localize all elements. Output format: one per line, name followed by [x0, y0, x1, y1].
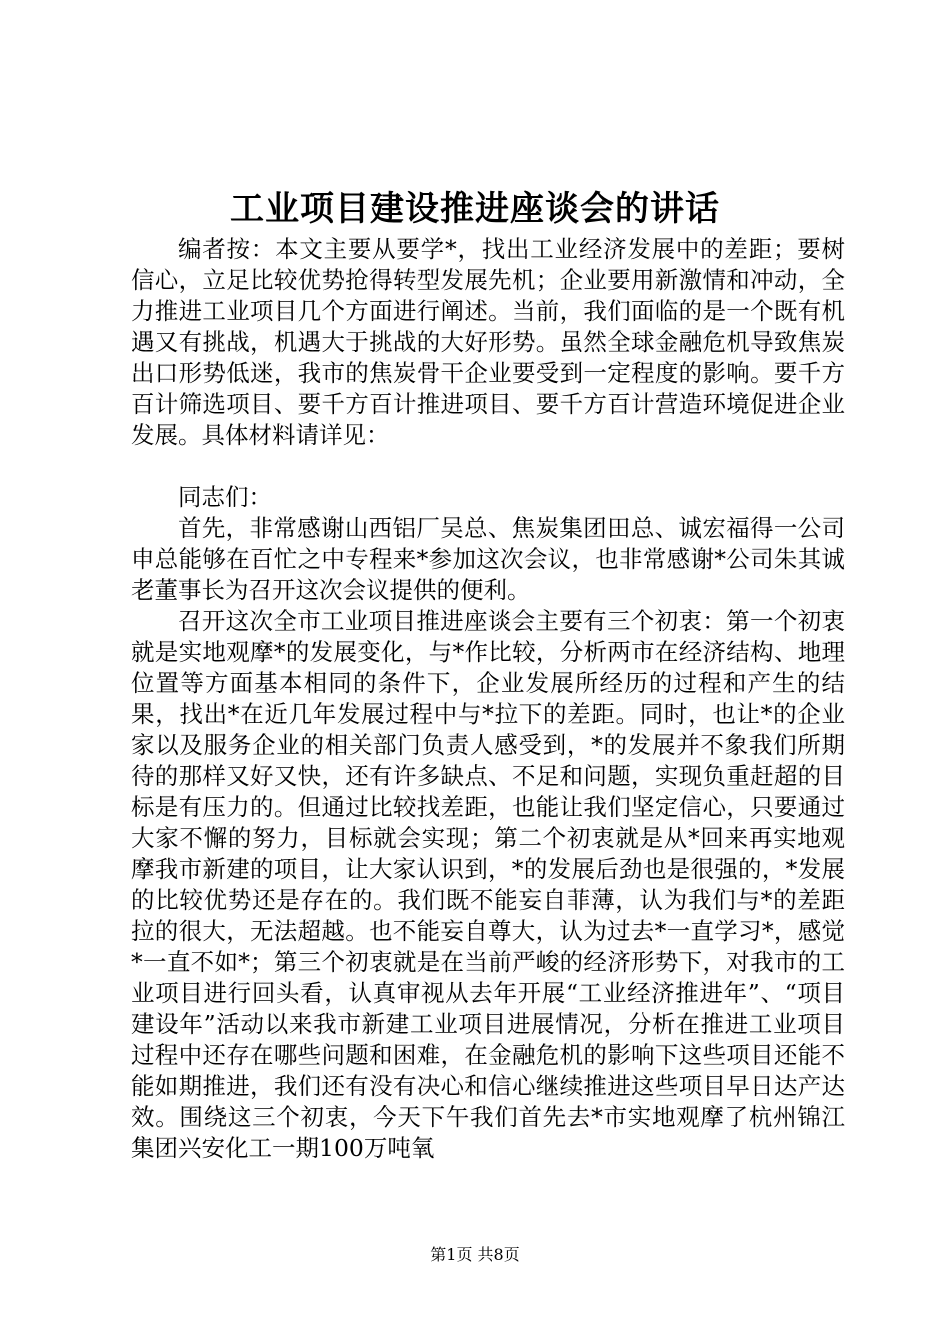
page-number-footer: 第1页 共8页 — [430, 1245, 520, 1264]
body-paragraph-1: 首先，非常感谢山西铝厂吴总、焦炭集团田总、诚宏福得一公司申总能够在百忙之中专程来*参加这次会议，也非常感谢*公司朱其诚老董事长为召开这次会议提供的便利。 — [131, 514, 845, 604]
document-title: 工业项目建设推进座谈会的讲话 — [230, 189, 720, 229]
document-body — [131, 234, 845, 1164]
editor-note: 编者按：本文主要从要学*，找出工业经济发展中的差距；要树信心，立足比较优势抢得转型发展先机；企业要用新激情和冲动，全力推进工业项目几个方面进行阐述。当前，我们面临的是一个既有机遇又有挑战，机遇大于挑战的大好形势。虽然全球金融危机导致焦炭出口形势低迷，我市的焦炭骨干企业要受到一定程度的影响。要千方百计筛选项目、要千方百计推进项目、要千方百计营造环境促进企业发展。具体材料请详见： — [131, 235, 845, 449]
paragraph-spacer — [131, 451, 845, 482]
body-paragraph-2: 召开这次全市工业项目推进座谈会主要有三个初衷：第一个初衷就是实地观摩*的发展变化，与*作比较，分析两市在经济结构、地理位置等方面基本相同的条件下，企业发展所经历的过程和产生的结果，找出*在近几年发展过程中与*拉下的差距。同时，也让*的企业家以及服务企业的相关部门负责人感受到，*的发展并不象我们所期待的那样又好又快，还有许多缺点、不足和问题，实现负重赶超的目标是有压力的。但通过比较找差距，也能让我们坚定信心，只要通过大家不懈的努力，目标就会实现；第二个初衷就是从*回来再实地观摩我市新建的项目，让大家认识到，*的发展后劲也是很强的，*发展的比较优势还是存在的。我们既不能妄自菲薄，认为我们与*的差距拉的很大，无法超越。也不能妄自尊大，认为过去*一直学习*，感觉*一直不如*；第三个初衷就是在当前严峻的经济形势下，对我市的工业项目进行回头看，认真审视从去年开展“工业经济推进年”、“项目建设年”活动以来我市新建工业项目进展情况，分析在推进工业项目过程中还存在哪些问题和困难，在金融危机的影响下这些项目还能不能如期推进，我们还有没有决心和信心继续推进这些项目早日达产达效。围绕这三个初衷，今天下午我们首先去*市实地观摩了杭州锦江集团兴安化工一期100万吨氧 — [131, 607, 845, 1162]
salutation: 同志们： — [178, 483, 272, 511]
